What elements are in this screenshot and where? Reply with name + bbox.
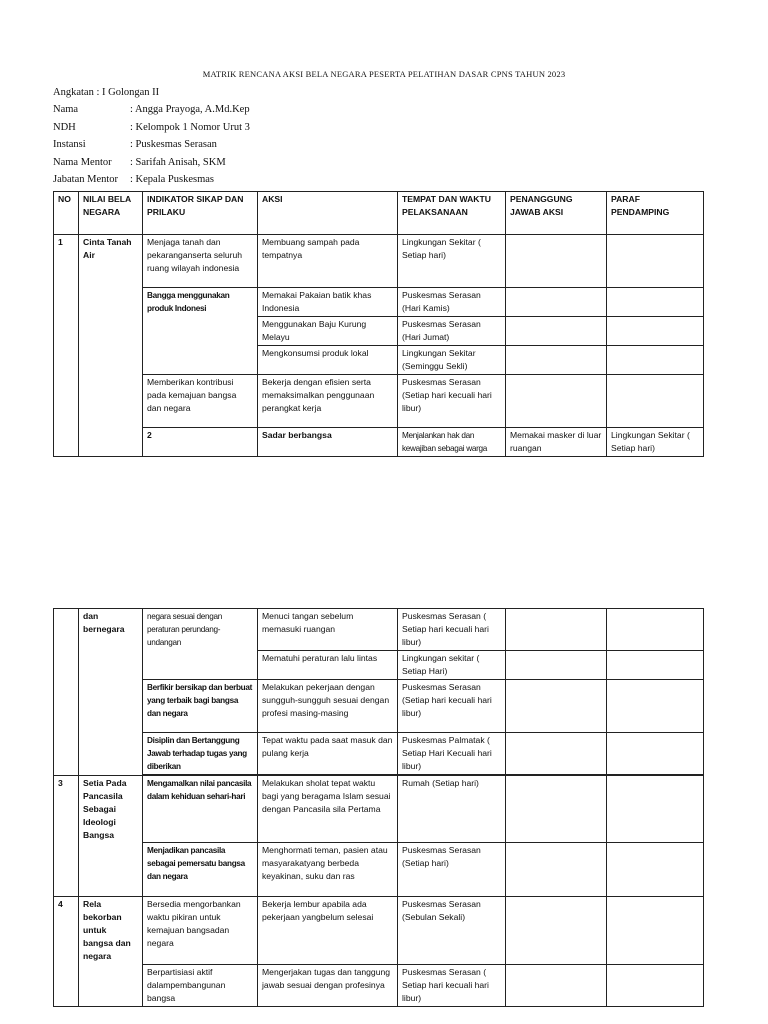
cell-indikator: Menjalankan hak dan kewajiban sebagai warga xyxy=(398,428,506,457)
table-row xyxy=(54,776,704,843)
cell-indikator: Bangga menggunakan produk Indonesi xyxy=(143,288,258,375)
cell-penanggung xyxy=(506,680,607,733)
table-row xyxy=(54,428,704,457)
info-row-ndh xyxy=(53,119,250,136)
info-label: Nama Mentor xyxy=(53,156,112,168)
cell-paraf xyxy=(607,317,704,346)
cell-tempat: Puskesmas Serasan ( Setiap hari kecuali hari libur) xyxy=(398,609,506,651)
cell-indikator: Menjadikan pancasila sebagai pemersatu bangsa dan negara xyxy=(143,843,258,897)
cell-penanggung xyxy=(506,609,607,651)
cell-aksi: Bekerja dengan efisien serta memaksimalkan penggunaan perangkat kerja xyxy=(258,375,398,428)
cell-paraf xyxy=(607,965,704,1007)
cell-tempat: Puskesmas Serasan (Setiap hari kecuali hari libur) xyxy=(398,680,506,733)
cell-paraf xyxy=(607,680,704,733)
header-paraf: PARAF PENDAMPING xyxy=(607,192,704,235)
cell-penanggung xyxy=(506,346,607,375)
info-label: Jabatan Mentor xyxy=(53,174,119,186)
cell-nilai: dan bernegara xyxy=(79,609,143,776)
cell-paraf xyxy=(607,843,704,897)
info-row-nama xyxy=(53,101,250,118)
cell-nilai: Setia Pada Pancasila Sebagai Ideologi Bangsa xyxy=(79,776,143,897)
cell-indikator: Berpartisiasi aktif dalampembangunan bangsa xyxy=(143,965,258,1007)
cell-aksi: Menghormati teman, pasien atau masyarakatyang berbeda keyakinan, suku dan ras xyxy=(258,843,398,897)
cell-indikator: Mengamalkan nilai pancasila dalam kehiduan sehari-hari xyxy=(143,776,258,843)
participant-info xyxy=(53,84,250,188)
cell-tempat: Puskesmas Serasan (Hari Kamis) xyxy=(398,288,506,317)
cell-paraf xyxy=(607,346,704,375)
cell-tempat: Puskesmas Serasan (Hari Jumat) xyxy=(398,317,506,346)
cell-penanggung xyxy=(506,235,607,288)
info-value: : Kelompok 1 Nomor Urut 3 xyxy=(130,121,250,133)
cell-tempat: Lingkungan Sekitar ( Setiap hari) xyxy=(398,235,506,288)
table-row xyxy=(54,680,704,733)
cell-aksi: Mematuhi peraturan lalu lintas xyxy=(258,651,398,680)
cell-penanggung xyxy=(506,288,607,317)
cell-nilai: Sadar berbangsa xyxy=(258,428,398,457)
cell-nilai: Cinta Tanah Air xyxy=(79,235,143,457)
cell-tempat: Puskesmas Palmatak ( Setiap Hari Kecuali hari libur) xyxy=(398,733,506,775)
action-plan-table-page2 xyxy=(53,608,704,1007)
cell-indikator: Memberikan kontribusi pada kemajuan bangsa dan negara xyxy=(143,375,258,428)
cell-no: 2 xyxy=(143,428,258,457)
cell-indikator: Disiplin dan Bertanggung Jawab terhadap tugas yang diberikan xyxy=(143,733,258,775)
cell-penanggung xyxy=(506,965,607,1007)
cell-aksi: Melakukan sholat tepat waktu bagi yang beragama Islam sesuai dengan Pancasila sila Pertama xyxy=(258,776,398,843)
table-header-row xyxy=(54,192,704,235)
table-row xyxy=(54,609,704,651)
cell-tempat: Rumah (Setiap hari) xyxy=(398,776,506,843)
header-nilai: NILAI BELA NEGARA xyxy=(79,192,143,235)
cell-no xyxy=(54,609,79,776)
action-plan-table-page1 xyxy=(53,191,704,457)
cell-aksi: Tepat waktu pada saat masuk dan pulang kerja xyxy=(258,733,398,775)
angkatan-line: Angkatan : I Golongan II xyxy=(53,87,160,98)
cell-aksi: Melakukan pekerjaan dengan sungguh-sungguh sesuai dengan profesi masing-masing xyxy=(258,680,398,733)
cell-tempat: Puskesmas Serasan (Sebulan Sekali) xyxy=(398,897,506,965)
table-row xyxy=(54,375,704,428)
cell-aksi: Membuang sampah pada tempatnya xyxy=(258,235,398,288)
cell-aksi: Menuci tangan sebelum memasuki ruangan xyxy=(258,609,398,651)
info-value: : Sarifah Anisah, SKM xyxy=(130,156,226,168)
cell-aksi: Memakai Pakaian batik khas Indonesia xyxy=(258,288,398,317)
cell-paraf xyxy=(607,733,704,775)
table-row xyxy=(54,843,704,897)
cell-nilai: Rela bekorban untuk bangsa dan negara xyxy=(79,897,143,1007)
cell-aksi: Memakai masker di luar ruangan xyxy=(506,428,607,457)
cell-penanggung xyxy=(506,651,607,680)
cell-paraf xyxy=(607,375,704,428)
cell-paraf xyxy=(607,651,704,680)
cell-indikator: Bersedia mengorbankan waktu pikiran untuk kemajuan bangsadan negara xyxy=(143,897,258,965)
header-aksi: AKSI xyxy=(258,192,398,235)
header-indikator: INDIKATOR SIKAP DAN PRILAKU xyxy=(143,192,258,235)
cell-no: 3 xyxy=(54,776,79,897)
cell-penanggung xyxy=(506,776,607,843)
cell-penanggung xyxy=(506,375,607,428)
cell-no: 4 xyxy=(54,897,79,1007)
cell-paraf xyxy=(607,288,704,317)
header-no: NO xyxy=(54,192,79,235)
cell-aksi: Mengkonsumsi produk lokal xyxy=(258,346,398,375)
info-value: : Angga Prayoga, A.Md.Kep xyxy=(130,104,250,116)
cell-aksi: Mengerjakan tugas dan tanggung jawab sesuai dengan profesinya xyxy=(258,965,398,1007)
info-row-jabatan xyxy=(53,171,250,188)
header-tempat: TEMPAT DAN WAKTU PELAKSANAAN xyxy=(398,192,506,235)
cell-aksi: Bekerja lembur apabila ada pekerjaan yangbelum selesai xyxy=(258,897,398,965)
info-row-mentor xyxy=(53,154,250,171)
cell-penanggung xyxy=(506,843,607,897)
cell-penanggung xyxy=(506,897,607,965)
cell-tempat: Puskesmas Serasan ( Setiap hari kecuali hari libur) xyxy=(398,965,506,1007)
table-row xyxy=(54,288,704,317)
info-label: Nama xyxy=(53,104,79,116)
cell-penanggung xyxy=(506,733,607,775)
info-row-instansi xyxy=(53,136,250,153)
cell-tempat: Lingkungan Sekitar ( Setiap hari) xyxy=(607,428,704,457)
cell-paraf xyxy=(607,609,704,651)
info-value: : Puskesmas Serasan xyxy=(130,139,217,151)
table-row xyxy=(54,733,704,775)
cell-paraf xyxy=(607,776,704,843)
info-label: Instansi xyxy=(53,139,86,151)
cell-aksi: Menggunakan Baju Kurung Melayu xyxy=(258,317,398,346)
cell-tempat: Lingkungan sekitar ( Setiap Hari) xyxy=(398,651,506,680)
cell-tempat: Puskesmas Serasan (Setiap hari) xyxy=(398,843,506,897)
cell-tempat: Lingkungan Sekitar (Seminggu Sekli) xyxy=(398,346,506,375)
cell-tempat: Puskesmas Serasan (Setiap hari kecuali hari libur) xyxy=(398,375,506,428)
info-label: NDH xyxy=(53,121,76,133)
cell-no: 1 xyxy=(54,235,79,457)
header-penanggung: PENANGGUNG JAWAB AKSI xyxy=(506,192,607,235)
cell-indikator: Menjaga tanah dan pekaranganserta seluruh ruang wilayah indonesia xyxy=(143,235,258,288)
cell-penanggung xyxy=(506,317,607,346)
cell-paraf xyxy=(607,897,704,965)
document-title: MATRIK RENCANA AKSI BELA NEGARA PESERTA PELATIHAN DASAR CPNS TAHUN 2023 xyxy=(202,69,566,79)
cell-indikator: Berfikir bersikap dan berbuat yang terbaik bagi bangsa dan negara xyxy=(143,680,258,733)
cell-indikator: negara sesuai dengan peraturan perundang-undangan xyxy=(143,609,258,680)
table-row xyxy=(54,897,704,965)
info-value: : Kepala Puskesmas xyxy=(130,174,214,186)
table-row xyxy=(54,235,704,288)
table-row xyxy=(54,965,704,1007)
cell-paraf xyxy=(607,235,704,288)
